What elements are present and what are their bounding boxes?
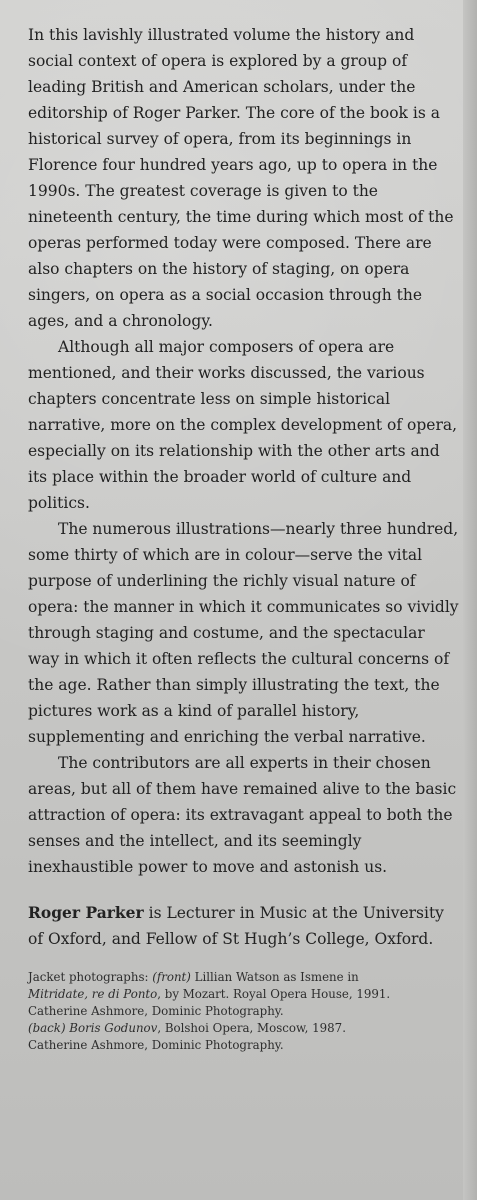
- author-bio: [28, 900, 460, 952]
- credits-line-3: Catherine Ashmore, Dominic Photography.: [28, 1004, 284, 1018]
- body-paragraph-3: The numerous illustrations—nearly three hundred, some thirty of which are in colour—serve the vital purpose of underlining the richly visual nature of opera: the manner in which it communicates so vividly through staging and costume, and the spectacular way in which it often reflects the cultural concerns of the age. Rather than simply illustrating the text, the pictures work as a kind of parallel history, supplementing and enriching the verbal narrative.: [28, 520, 459, 746]
- jacket-photo-credits: [28, 969, 460, 1054]
- author-description: is Lecturer in Music at the University of Oxford, and Fellow of St Hugh’s College, Oxford.: [28, 904, 444, 948]
- body-paragraph-2: Although all major composers of opera are mentioned, and their works discussed, the various chapters concentrate less on simple historical narrative, more on the complex development of opera, especially on its relationship with the other arts and its place within the broader world of culture and politics.: [28, 338, 458, 512]
- body-paragraph-4: The contributors are all experts in their chosen areas, but all of them have remained alive to the basic attraction of opera: its extravagant appeal to both the senses and the intellect, and its seemingly inexhaustible power to move and astonish us.: [28, 754, 457, 876]
- credits-line-2: Mitridate, re di Ponto, by Mozart. Royal Opera House, 1991.: [28, 987, 391, 1001]
- flap-text: [28, 22, 460, 1054]
- flap-edge-shadow: [463, 0, 477, 1200]
- credits-line-4: (back) Boris Godunov, Bolshoi Opera, Moscow, 1987.: [28, 1021, 346, 1035]
- credits-line-1: Jacket photographs: (front) Lillian Watson as Ismene in: [28, 970, 359, 984]
- credits-line-5: Catherine Ashmore, Dominic Photography.: [28, 1038, 284, 1052]
- body-paragraph-1: In this lavishly illustrated volume the history and social context of opera is explored by a group of leading British and American scholars, under the editorship of Roger Parker. The core of the book is a historical survey of opera, from its beginnings in Florence four hundred years ago, up to opera in the 1990s. The greatest coverage is given to the nineteenth century, the time during which most of the operas performed today were composed. There are also chapters on the history of staging, on opera singers, on opera as a social occasion through the ages, and a chronology.: [28, 26, 454, 330]
- author-name: Roger Parker: [28, 903, 144, 922]
